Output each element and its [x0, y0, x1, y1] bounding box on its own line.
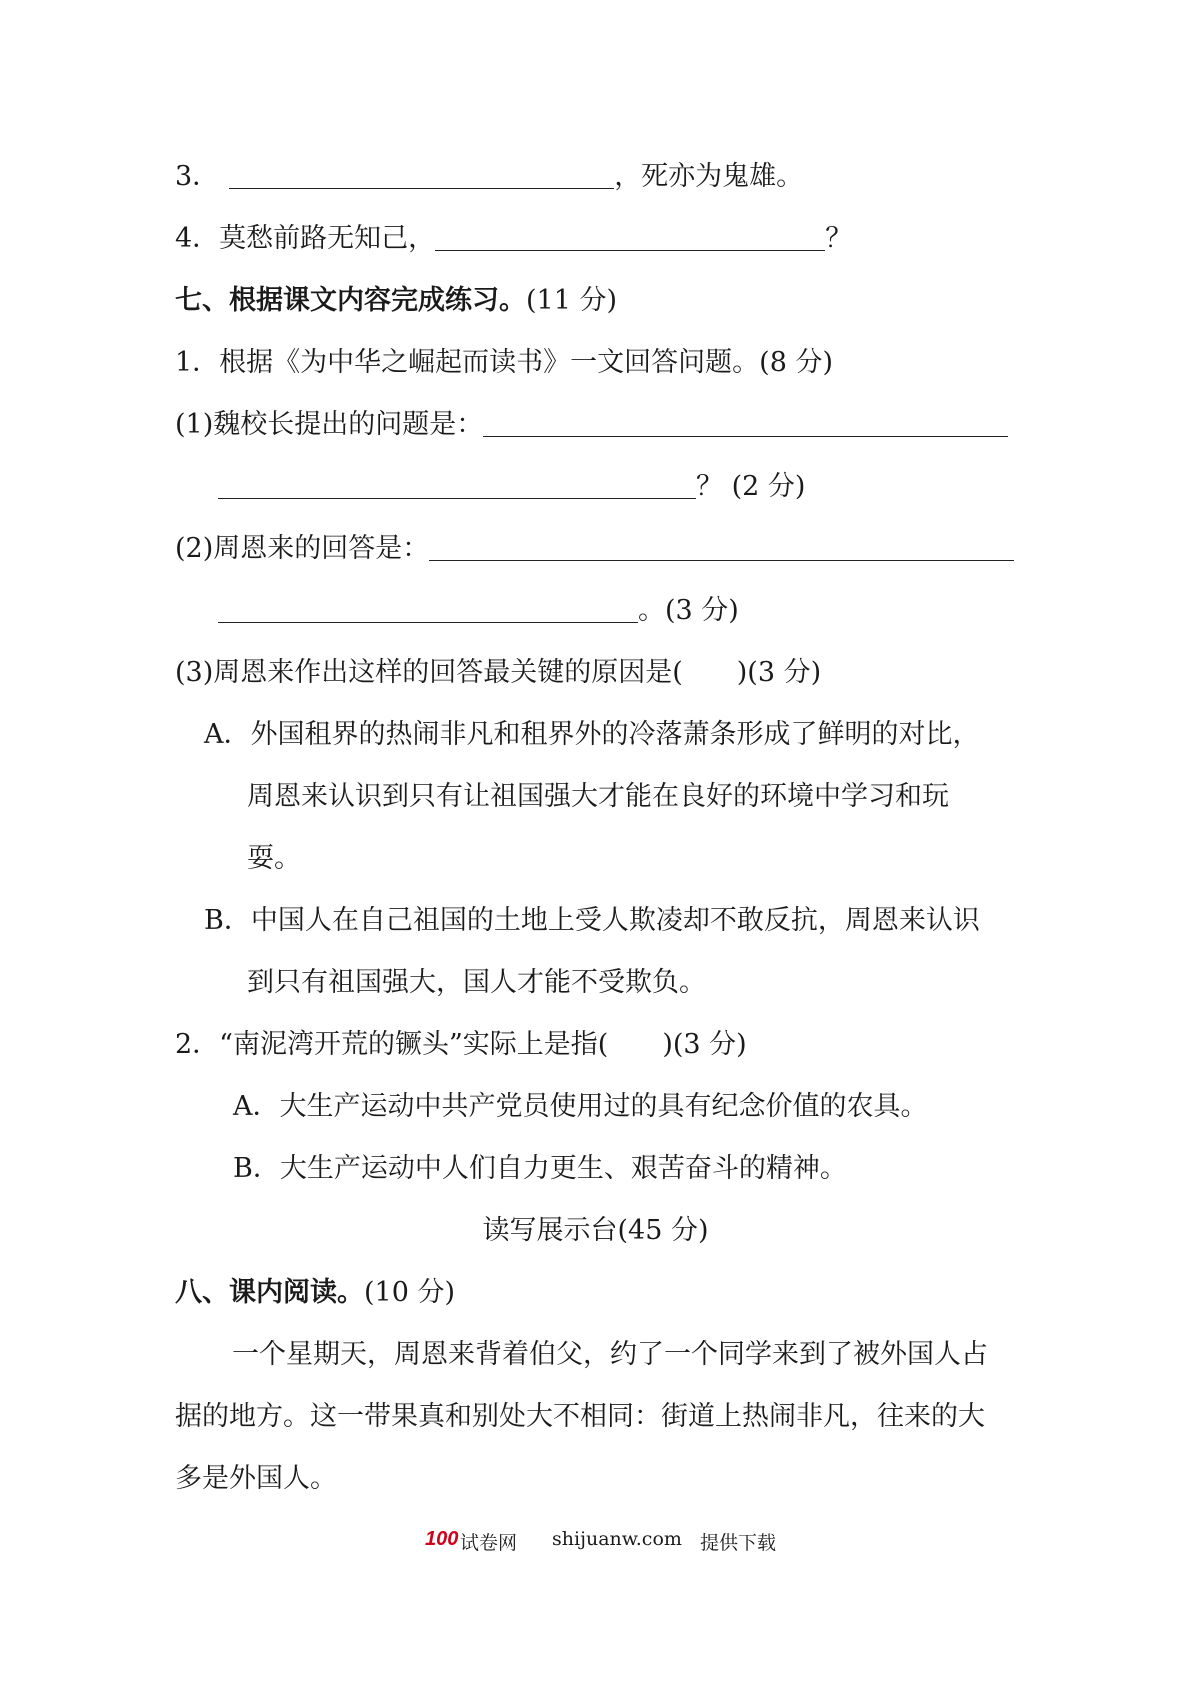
answer-blank-q4[interactable]	[435, 224, 825, 251]
answer-blank-7-1-2a[interactable]	[429, 534, 1014, 561]
question-7-1-2-score: 。(3 分)	[638, 595, 739, 626]
answer-blank-q3[interactable]	[229, 162, 614, 189]
option-7-2-a: A．大生产运动中共产党员使用过的具有纪念价值的农具。	[233, 1091, 928, 1122]
page-footer	[0, 1528, 1191, 1556]
option-7-1-3-a-line-1: A．外国租界的热闹非凡和租界外的冷落萧条形成了鲜明的对比，	[204, 719, 980, 750]
download-text: 提供下载	[700, 1532, 777, 1554]
question-7-1-1-text: (1)魏校长提出的问题是：	[175, 409, 484, 440]
site-name: 试卷网	[460, 1532, 518, 1554]
option-7-1-3-a-line-2: 周恩来认识到只有让祖国强大才能在良好的环境中学习和玩	[247, 781, 949, 812]
section-7-title	[175, 284, 617, 318]
question-7-1-1-score: ？ (2 分)	[696, 471, 806, 502]
question-4-tail: ？	[825, 223, 853, 254]
site-url[interactable]: shijuanw.com	[552, 1528, 682, 1550]
question-7-1-2	[175, 532, 1014, 566]
question-7-1: 1．根据《为中华之崛起而读书》一文回答问题。(8 分)	[175, 347, 834, 378]
section-8-score: (10 分)	[364, 1277, 456, 1308]
answer-blank-7-1-1a[interactable]	[483, 410, 1008, 437]
option-7-2-b: B．大生产运动中人们自力更生、艰苦奋斗的精神。	[233, 1153, 847, 1184]
section-8-heading: 八、课内阅读。	[175, 1277, 364, 1308]
answer-blank-7-1-1b[interactable]	[218, 472, 696, 499]
question-4-text: 4．莫愁前路无知己，	[175, 223, 436, 254]
question-3	[175, 160, 803, 194]
answer-blank-7-1-2b[interactable]	[218, 596, 638, 623]
passage-line-1: 一个星期天，周恩来背着伯父，约了一个同学来到了被外国人占	[232, 1339, 988, 1370]
passage-line-3: 多是外国人。	[175, 1463, 337, 1494]
option-7-1-3-b-line-1: B．中国人在自己祖国的土地上受人欺凌却不敢反抗，周恩来认识	[204, 905, 980, 936]
section-8-title	[175, 1276, 455, 1310]
part-title: 读写展示台(45 分)	[482, 1215, 709, 1246]
question-7-1-3: (3)周恩来作出这样的回答最关键的原因是( )(3 分)	[175, 657, 822, 688]
question-7-1-1	[175, 408, 1008, 442]
question-3-text: ，死亦为鬼雄。	[614, 161, 804, 192]
question-7-1-2-text: (2)周恩来的回答是：	[175, 533, 430, 564]
question-7-1-2-cont	[218, 594, 739, 628]
question-7-2: 2．“南泥湾开荒的镢头”实际上是指( )(3 分)	[175, 1029, 747, 1060]
question-3-number: 3．	[175, 161, 220, 192]
site-logo: 100	[425, 1528, 459, 1550]
option-7-1-3-b-line-2: 到只有祖国强大，国人才能不受欺负。	[247, 967, 706, 998]
passage-line-2: 据的地方。这一带果真和别处大不相同：街道上热闹非凡，往来的大	[175, 1401, 985, 1432]
section-7-heading: 七、根据课文内容完成练习。	[175, 285, 526, 316]
option-7-1-3-a-line-3: 耍。	[247, 843, 301, 874]
section-7-score: (11 分)	[526, 285, 618, 316]
question-7-1-1-cont	[218, 470, 805, 504]
question-4	[175, 222, 852, 256]
